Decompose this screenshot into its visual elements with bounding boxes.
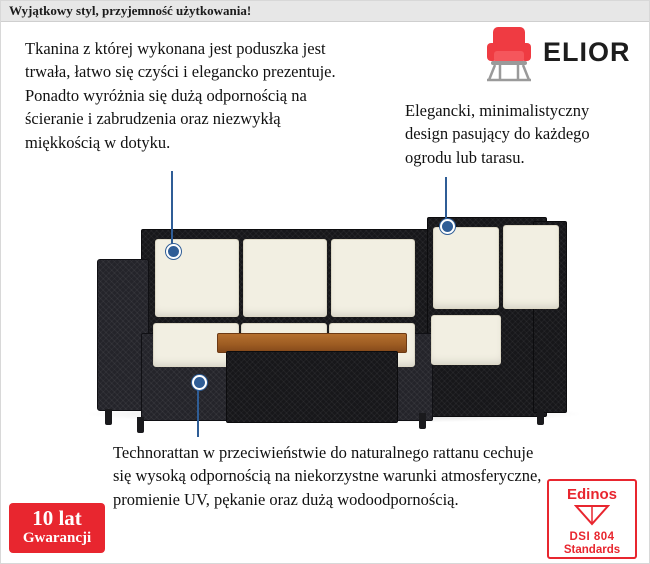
callout-design-text: Elegancki, minimalistyczny design pasujący do każdego ogrodu lub tarasu.	[405, 101, 590, 167]
table-rattan-body	[226, 351, 398, 423]
sofa-leg	[419, 413, 426, 429]
certificate-badge	[547, 479, 637, 559]
certificate-code: DSI 804	[569, 531, 615, 543]
leader-line-fabric	[171, 171, 173, 249]
product-image	[1, 161, 650, 431]
armchair-icon	[481, 23, 537, 83]
marker-material	[192, 375, 207, 390]
header-tagline: Wyjątkowy styl, przyjemność użytkowania!	[9, 3, 252, 18]
callout-fabric-text: Tkanina z której wykonana jest poduszka jest trwała, łatwo się czyści i elegancko prezentuje. Ponadto wyróżnia się dużą odpornością na ścieranie i zabrudzenia oraz niezwykłą miękkością w dotyku.	[25, 39, 336, 152]
marker-design	[440, 219, 455, 234]
back-cushion	[503, 225, 559, 309]
header-bar	[1, 1, 650, 22]
callout-material-text: Technorattan w przeciwieństwie do naturalnego rattanu cechuje się wysoką odpornością na niekorzystne warunki atmosferyczne, promienie UV, pękanie oraz dużą wodoodpornością.	[113, 443, 542, 509]
sofa-leg	[137, 417, 144, 433]
back-cushion	[331, 239, 415, 317]
certificate-mark-icon	[574, 504, 610, 526]
warranty-badge	[9, 503, 105, 553]
table-wood-top	[217, 333, 407, 353]
sofa-leg	[105, 409, 112, 425]
warranty-label: Gwarancji	[22, 530, 92, 546]
back-cushion	[433, 227, 499, 309]
brand-name: ELIOR	[543, 37, 631, 67]
leader-line-design	[445, 177, 447, 223]
brand-logo	[475, 23, 635, 85]
seat-cushion	[431, 315, 501, 365]
marker-fabric	[166, 244, 181, 259]
sofa-leg	[537, 409, 544, 425]
back-cushion	[243, 239, 327, 317]
warranty-years: 10 lat	[32, 506, 82, 530]
certificate-name: Edinos	[566, 486, 617, 503]
coffee-table	[217, 333, 407, 425]
corner-sofa	[97, 181, 567, 426]
certificate-label: Standards	[563, 544, 621, 556]
